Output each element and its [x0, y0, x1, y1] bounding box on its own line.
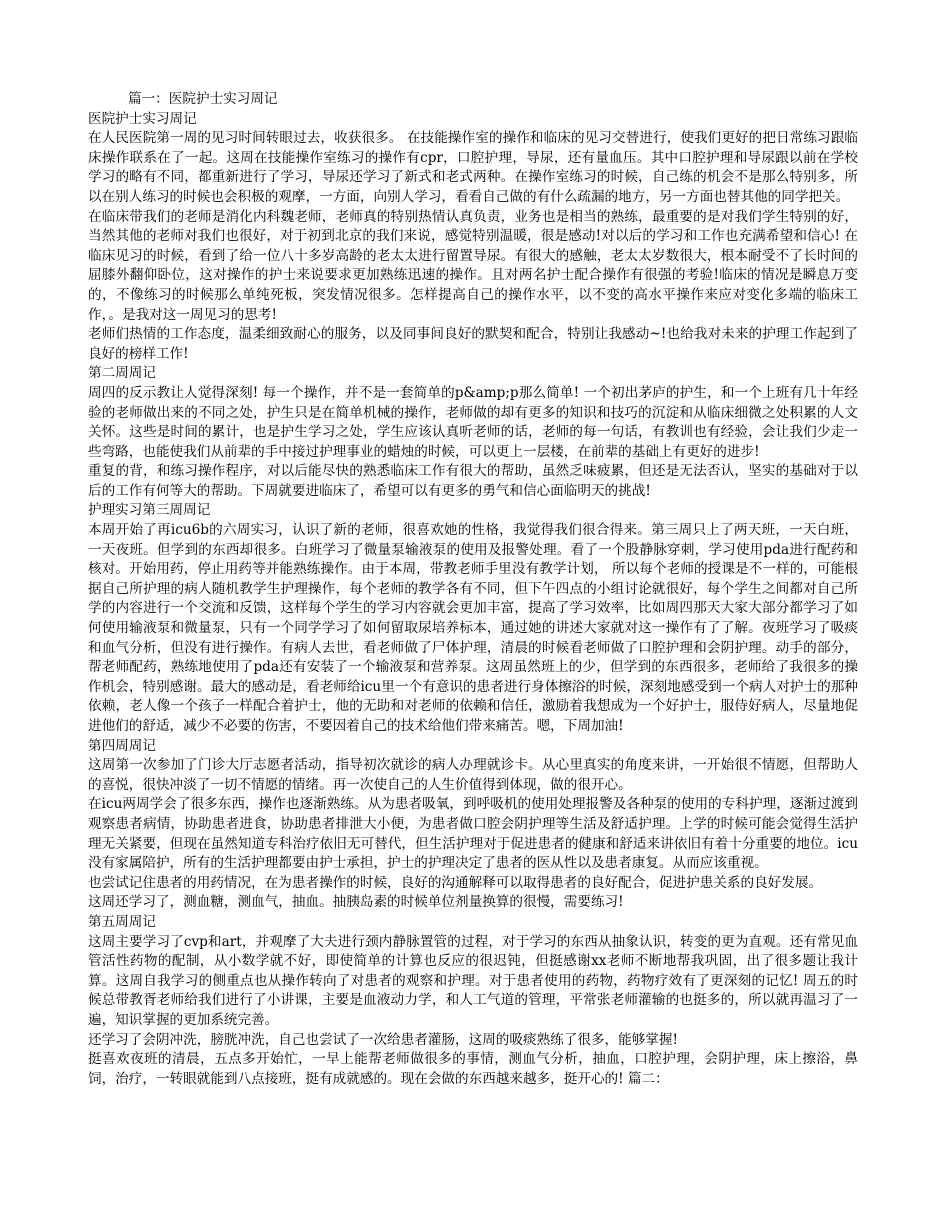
section-heading: 医院护士实习周记: [88, 110, 197, 127]
paragraph: 在临床带我们的老师是消化内科魏老师，老师真的特别热情认真负责，业务也是相当的熟练，最重要的是对我们学生特别的好，当然其他的老师对我们也很好，对于初到北京的我们来说，感觉特别温暖，很是感动!对以后的学习和工作也充满希望和信心! 在临床见习的时候，看到了给一位八十多岁高龄的老太太进行留置导尿。有很大的感触，老太太岁数很大，根本耐受不了长时间的屈膝外翻仰卧位，这对操作的护士来说要求更加熟练迅速的操作。且对两名护士配合操作有很强的考验!临床的情况是瞬息万变的，不像练习的时候那么单纯死板，突发情况很多。怎样提高自己的操作水平，以不变的高水平操作来应对变化多端的临床工作，。是我对这一周见习的思考!: [88, 208, 858, 323]
paragraph: 挺喜欢夜班的清晨，五点多开始忙，一早上能帮老师做很多的事情，测血气分析，抽血，口腔护理，会阴护理，床上擦浴，鼻饲，治疗，一转眼就能到八点接班，挺有成就感的。现在会做的东西越来越多，挺开心的! 篇二：: [88, 1051, 858, 1087]
paragraph: 在人民医院第一周的见习时间转眼过去，收获很多。 在技能操作室的操作和临床的见习交替进行，使我们更好的把日常练习跟临床操作联系在了一起。这周在技能操作室练习的操作有cpr，口腔护理，导尿，还有量血压。其中口腔护理和导尿跟以前在学校学习的略有不同，都重新进行了学习，导尿还学习了新式和老式两种。在操作室练习的时候，自己练的机会不是那么特别多，所以在别人练习的时候也会积极的观摩，一方面，向别人学习，看看自己做的有什么疏漏的地方，另一方面也替其他的同学把关。: [88, 130, 858, 205]
paragraph: 在icu两周学会了很多东西，操作也逐渐熟练。从为患者吸氧，到呼吸机的使用处理报警及各种泵的使用的专科护理，逐渐过渡到观察患者病情，协助患者进食，协助患者排泄大小便，为患者做口腔会阴护理等生活及舒适护理。上学的时候可能会觉得生活护理无关紧要，但现在虽然知道专科治疗依旧无可替代，但生活护理对于促进患者的健康和舒适来讲依旧有着十分重要的地位。icu没有家属陪护，所有的生活护理都要由护士承担，护士的护理决定了患者的医从性以及患者康复。从而应该重视。: [88, 796, 858, 872]
paragraph: 重复的背，和练习操作程序，对以后能尽快的熟悉临床工作有很大的帮助，虽然乏味疲累，但还是无法否认，坚实的基础对于以后的工作有何等大的帮助。下周就要进临床了，希望可以有更多的勇气和信心面临明天的挑战!: [88, 463, 858, 499]
paragraph: 这周第一次参加了门诊大厅志愿者活动，指导初次就诊的病人办理就诊卡。从心里真实的角度来讲，一开始很不情愿，但帮助人的喜悦，很快冲淡了一切不情愿的情绪。再一次使自己的人生价值得到体现，做的很开心。: [88, 757, 858, 793]
paragraph: 本周开始了再icu6b的六周实习，认识了新的老师，很喜欢她的性格，我觉得我们很合得来。第三周只上了两天班，一天白班，一天夜班。但学到的东西却很多。白班学习了微量泵输液泵的使用及报警处理。看了一个股静脉穿刺，学习使用pda进行配药和核对。开始用药，停止用药等并能熟练操作。由于本周，带教老师手里没有教学计划， 所以每个老师的授课是不一样的，可能根据自己所护理的病人随机教学生护理操作，每个老师的教学各有不同，但下午四点的小组讨论就很好，每个学生之间都对自己所学的内容进行一个交流和反馈，这样每个学生的学习内容就会更加丰富，提高了学习效率，比如周四那天大家大部分都学习了如何使用输液泵和微量泵，只有一个同学学习了如何留取尿培养标本，通过她的讲述大家就对这一操作有了了解。夜班学习了吸痰和血气分析，但没有进行操作。有病人去世，看老师做了尸体护理，清晨的时候看老师做了口腔护理和会阴护理。动手的部分，帮老师配药，熟练地使用了pda还有安装了一个输液泵和营养泵。这周虽然班上的少，但学到的东西很多，老师给了我很多的操作机会，特别感谢。最大的感动是，看老师给icu里一个有意识的患者进行身体擦浴的时候，深刻地感受到一个病人对护士的那种依赖，老人像一个孩子一样配合着护士，他的无助和对老师的依赖和信任，激励着我想成为一个好护士，服侍好病人，尽量地促进他们的舒适，减少不必要的伤害，不要因着自己的技术给他们带来痛苦。嗯，下周加油!: [88, 522, 858, 734]
section-heading: 第二周周记: [88, 365, 156, 382]
paragraph: 这周还学习了，测血糖，测血气，抽血。抽胰岛素的时候单位剂量换算的很慢，需要练习!: [88, 894, 624, 911]
section-heading: 第五周周记: [88, 913, 156, 930]
document-title: 篇一：医院护士实习周记: [128, 91, 278, 107]
document-body: [88, 90, 858, 1089]
paragraph: 也尝试记住患者的用药情况，在为患者操作的时候，良好的沟通解释可以取得患者的良好配合，促进护患关系的良好发展。: [88, 874, 823, 891]
paragraph: 这周主要学习了cvp和art，并观摩了大夫进行颈内静脉置管的过程，对于学习的东西从抽象认识，转变的更为直观。还有常见血管活性药物的配制，从小数学就不好，即使简单的计算也反应的很迟钝，但挺感谢xx老师不断地帮我巩固，出了很多题让我计算。这周自我学习的侧重点也从操作转向了对患者的观察和护理。对于患者使用的药物，药物疗效有了更深刻的记忆! 周五的时候总带教胥老师给我们进行了小讲课，主要是血液动力学，和人工气道的管理，平常张老师灌输的也挺多的，所以就再温习了一遍，知识掌握的更加系统完善。: [88, 933, 858, 1028]
document-blocks: [88, 110, 858, 1090]
paragraph: 老师们热情的工作态度，温柔细致耐心的服务，以及同事间良好的默契和配合，特别让我感动~!也给我对未来的护理工作起到了良好的榜样工作!: [88, 326, 858, 362]
paragraph: 还学习了会阴冲洗，膀胱冲洗，自己也尝试了一次给患者灌肠，这周的吸痰熟练了很多，能够掌握!: [88, 1031, 678, 1048]
section-heading: 护理实习第三周周记: [88, 502, 211, 519]
paragraph: 周四的反示教让人觉得深刻! 每一个操作，并不是一套简单的p&amp;p那么简单! 一个初出茅庐的护生，和一个上班有几十年经验的老师做出来的不同之处，护生只是在简单机械的操作，老师做的却有更多的知识和技巧的沉淀和从临床细微之处积累的人文关怀。这些是时间的累计，也是护生学习之处，学生应该认真听老师的话，老师的每一句话，有教训也有经验，会让我们少走一些弯路，也能使我们从前辈的手中接过护理事业的蜡烛的时候，可以更上一层楼，在前辈的基础上有更好的进步!: [88, 384, 858, 460]
section-heading: 第四周周记: [88, 737, 156, 754]
